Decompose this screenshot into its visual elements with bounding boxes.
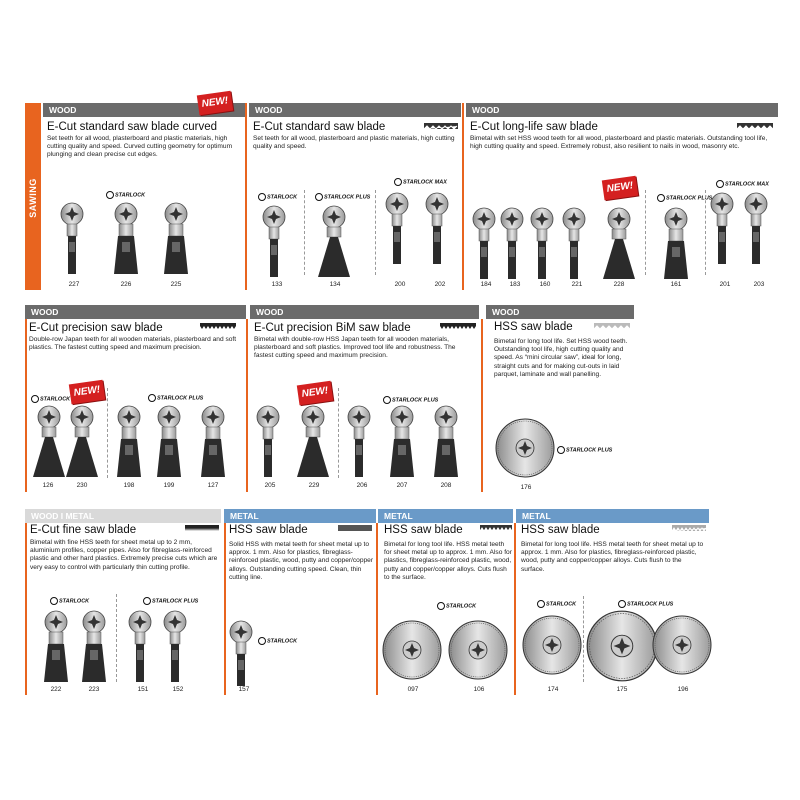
starlock-plus-logo: STARLOCK PLUS <box>657 194 712 202</box>
panel-precision-title: E-Cut precision saw blade <box>29 322 163 334</box>
product-number: 134 <box>329 281 341 288</box>
product-number: 221 <box>571 281 583 288</box>
panel-hss-metal-1-title: HSS saw blade <box>229 524 308 536</box>
product-number: 160 <box>539 281 551 288</box>
blade-image <box>744 192 774 278</box>
blade-image <box>710 192 740 278</box>
product-number: 161 <box>670 281 682 288</box>
starlock-plus-logo: STARLOCK PLUS <box>315 193 370 201</box>
starlock-plus-logo: STARLOCK PLUS <box>618 600 673 608</box>
blade-image <box>318 205 350 279</box>
blade-image <box>297 405 329 479</box>
new-badge: NEW! <box>602 176 638 201</box>
product-number: 206 <box>356 482 368 489</box>
tooth-profile-icon <box>338 525 372 531</box>
panel-longlife-title: E-Cut long-life saw blade <box>470 121 598 133</box>
circular-blade-image <box>522 615 584 677</box>
product-number: 222 <box>50 686 62 693</box>
product-number: 202 <box>434 281 446 288</box>
blade-image <box>530 207 560 279</box>
product-number: 200 <box>394 281 406 288</box>
product-number: 106 <box>473 686 485 693</box>
product-number: 184 <box>480 281 492 288</box>
product-number: 127 <box>207 482 219 489</box>
panel-precision-bim-category: WOOD <box>250 305 479 319</box>
tooth-profile-icon <box>424 123 458 129</box>
starlock-plus-logo: STARLOCK PLUS <box>557 446 612 454</box>
starlock-logo: STARLOCK <box>106 191 145 199</box>
product-number: 203 <box>753 281 765 288</box>
panel-hss-metal-3-desc: Bimetal for long tool life. HSS metal teeth for sheet metal up to approx. 1 mm. Also for plastics, fibreglass-reinforced plastic, wood, putty and copper/copper alloys. Cuts flush to the surface. <box>521 541 704 573</box>
product-number: 228 <box>613 281 625 288</box>
blade-image <box>128 610 158 684</box>
panel-hss-wood-desc: Bimetal for long tool life. Set HSS wood teeth. Outstanding tool life, high cutting quality and speed. As “mini circular saw”, ideal for long, straight cuts and for making cut-outs in laid parquet, laminate and wall panelling. <box>494 338 628 378</box>
product-number: 174 <box>547 686 559 693</box>
product-number: 230 <box>76 482 88 489</box>
product-number: 126 <box>42 482 54 489</box>
blade-image <box>472 207 502 279</box>
product-number: 223 <box>88 686 100 693</box>
starlock-plus-logo: STARLOCK PLUS <box>143 597 198 605</box>
dashed-divider <box>304 190 305 275</box>
circular-blade-image <box>652 615 714 677</box>
blade-image <box>163 610 193 684</box>
blade-image <box>500 207 530 279</box>
circular-blade-image <box>382 620 444 682</box>
blade-image <box>262 205 292 279</box>
panel-hss-wood-category: WOOD <box>486 305 634 319</box>
panel-hss-metal-2-desc: Bimetal for long tool life. HSS metal teeth for sheet metal up to approx. 1 mm. Also for plastics, fibreglass-reinforced plastic, wood, putty and copper/copper alloys. Cuts flush to the surface. <box>384 541 512 581</box>
panel-curved-category: WOOD <box>43 103 246 117</box>
blade-image <box>603 207 635 279</box>
starlock-max-logo: STARLOCK MAX <box>394 178 447 186</box>
blade-image <box>60 202 90 276</box>
column-divider <box>245 103 247 290</box>
panel-curved-title: E-Cut standard saw blade curved <box>47 121 218 133</box>
product-number: 208 <box>440 482 452 489</box>
panel-hss-metal-2-title: HSS saw blade <box>384 524 463 536</box>
dashed-divider <box>338 388 339 478</box>
blade-image <box>430 405 462 479</box>
blade-image <box>347 405 377 479</box>
tooth-profile-icon <box>737 123 773 129</box>
panel-standard-desc: Set teeth for all wood, plasterboard and plastic materials, high cutting quality and speed. <box>253 135 455 151</box>
panel-precision-bim-title: E-Cut precision BiM saw blade <box>254 322 411 334</box>
product-number: 133 <box>271 281 283 288</box>
new-badge: NEW! <box>69 380 105 405</box>
dashed-divider <box>375 190 376 275</box>
sawing-label: SAWING <box>28 178 38 218</box>
column-divider <box>25 523 27 695</box>
blade-image <box>229 620 259 686</box>
product-number: 152 <box>172 686 184 693</box>
panel-fine-category: WOOD I METAL <box>25 509 221 523</box>
panel-hss-wood-title: HSS saw blade <box>494 321 573 333</box>
column-divider <box>514 523 516 695</box>
product-number: 198 <box>123 482 135 489</box>
starlock-max-logo: STARLOCK MAX <box>716 180 769 188</box>
blade-image <box>33 405 65 479</box>
tooth-profile-icon <box>440 323 476 329</box>
blade-image <box>562 207 592 279</box>
product-number: 201 <box>719 281 731 288</box>
panel-hss-metal-1-category: METAL <box>224 509 376 523</box>
product-number: 175 <box>616 686 628 693</box>
blade-image <box>78 610 110 684</box>
panel-hss-metal-2-category: METAL <box>378 509 513 523</box>
panel-precision-desc: Double-row Japan teeth for all wooden materials, plasterboard and soft plastics. The fastest cutting speed and maximum precision. <box>29 336 237 352</box>
blade-image <box>153 405 185 479</box>
panel-fine-title: E-Cut fine saw blade <box>30 524 137 536</box>
panel-precision-bim-desc: Bimetal with double-row HSS Japan teeth for all wooden materials, plasterboard and soft plastics. Improved tool life and robustness. The fastest cutting speed and maximum precision. <box>254 336 456 360</box>
dashed-divider <box>705 190 706 275</box>
panel-curved-desc: Set teeth for all wood, plasterboard and plastic materials, high cutting quality and speed. Curved cutting geometry for optimum plunging and clean precise cut edges. <box>47 135 233 159</box>
blade-image <box>386 405 418 479</box>
blade-image <box>110 202 142 276</box>
product-number: 183 <box>509 281 521 288</box>
dashed-divider <box>645 190 646 275</box>
column-divider <box>376 523 378 695</box>
blade-image <box>385 192 415 278</box>
product-number: 157 <box>238 686 250 693</box>
product-number: 199 <box>163 482 175 489</box>
blade-image <box>425 192 455 278</box>
column-divider <box>25 319 27 492</box>
product-number: 176 <box>520 484 532 491</box>
starlock-logo: STARLOCK <box>31 395 70 403</box>
starlock-logo: STARLOCK <box>50 597 89 605</box>
product-number: 207 <box>396 482 408 489</box>
blade-image <box>113 405 145 479</box>
blade-image <box>197 405 229 479</box>
new-badge: NEW! <box>197 91 233 116</box>
product-number: 205 <box>264 482 276 489</box>
panel-hss-metal-3-title: HSS saw blade <box>521 524 600 536</box>
starlock-logo: STARLOCK <box>258 637 297 645</box>
panel-fine-desc: Bimetal with fine HSS teeth for sheet metal up to 2 mm, aluminium profiles, copper pipes. Also for fibreglass-reinforced plastic and other hard plastics. Extremely precise cuts which are very easy to control with particularly thin cutting profile. <box>30 539 218 571</box>
product-number: 097 <box>407 686 419 693</box>
panel-hss-metal-1-desc: Solid HSS with metal teeth for sheet metal up to approx. 1 mm. Also for plastics, fibreglass-reinforced plastic, wood, putty and copper/copper alloys. Outstanding cutting speed. Clean, thin cutting line. <box>229 541 374 581</box>
tooth-profile-icon <box>185 525 219 531</box>
product-number: 196 <box>677 686 689 693</box>
product-number: 225 <box>170 281 182 288</box>
panel-standard-title: E-Cut standard saw blade <box>253 121 386 133</box>
product-number: 151 <box>137 686 149 693</box>
panel-hss-metal-3-category: METAL <box>516 509 709 523</box>
tooth-profile-icon <box>480 525 512 531</box>
circular-blade-image <box>586 610 658 682</box>
tooth-profile-icon <box>200 323 236 329</box>
tooth-profile-icon <box>672 525 706 531</box>
panel-longlife-category: WOOD <box>466 103 778 117</box>
product-number: 226 <box>120 281 132 288</box>
sawing-side-tab <box>25 103 41 290</box>
blade-image <box>66 405 98 479</box>
tooth-profile-icon <box>594 323 630 329</box>
blade-image <box>660 207 692 279</box>
product-number: 227 <box>68 281 80 288</box>
blade-image <box>160 202 192 276</box>
starlock-logo: STARLOCK <box>437 602 476 610</box>
starlock-logo: STARLOCK <box>537 600 576 608</box>
blade-image <box>256 405 286 479</box>
starlock-logo: STARLOCK <box>258 193 297 201</box>
circular-blade-image <box>495 418 557 480</box>
dashed-divider <box>107 388 108 478</box>
column-divider <box>481 319 483 492</box>
panel-longlife-desc: Bimetal with set HSS wood teeth for all wood, plasterboard and plastic materials. Outstanding tool life, high cutting quality and speed. Extremely robust, also resilient to nails in wood, masonry etc. <box>470 135 768 151</box>
starlock-plus-logo: STARLOCK PLUS <box>148 394 203 402</box>
panel-standard-category: WOOD <box>249 103 461 117</box>
panel-precision-category: WOOD <box>25 305 246 319</box>
circular-blade-image <box>448 620 510 682</box>
dashed-divider <box>116 594 117 682</box>
column-divider <box>462 103 464 290</box>
new-badge: NEW! <box>297 381 333 406</box>
column-divider <box>246 319 248 492</box>
product-number: 229 <box>308 482 320 489</box>
blade-image <box>40 610 72 684</box>
column-divider <box>224 523 226 695</box>
starlock-plus-logo: STARLOCK PLUS <box>383 396 438 404</box>
